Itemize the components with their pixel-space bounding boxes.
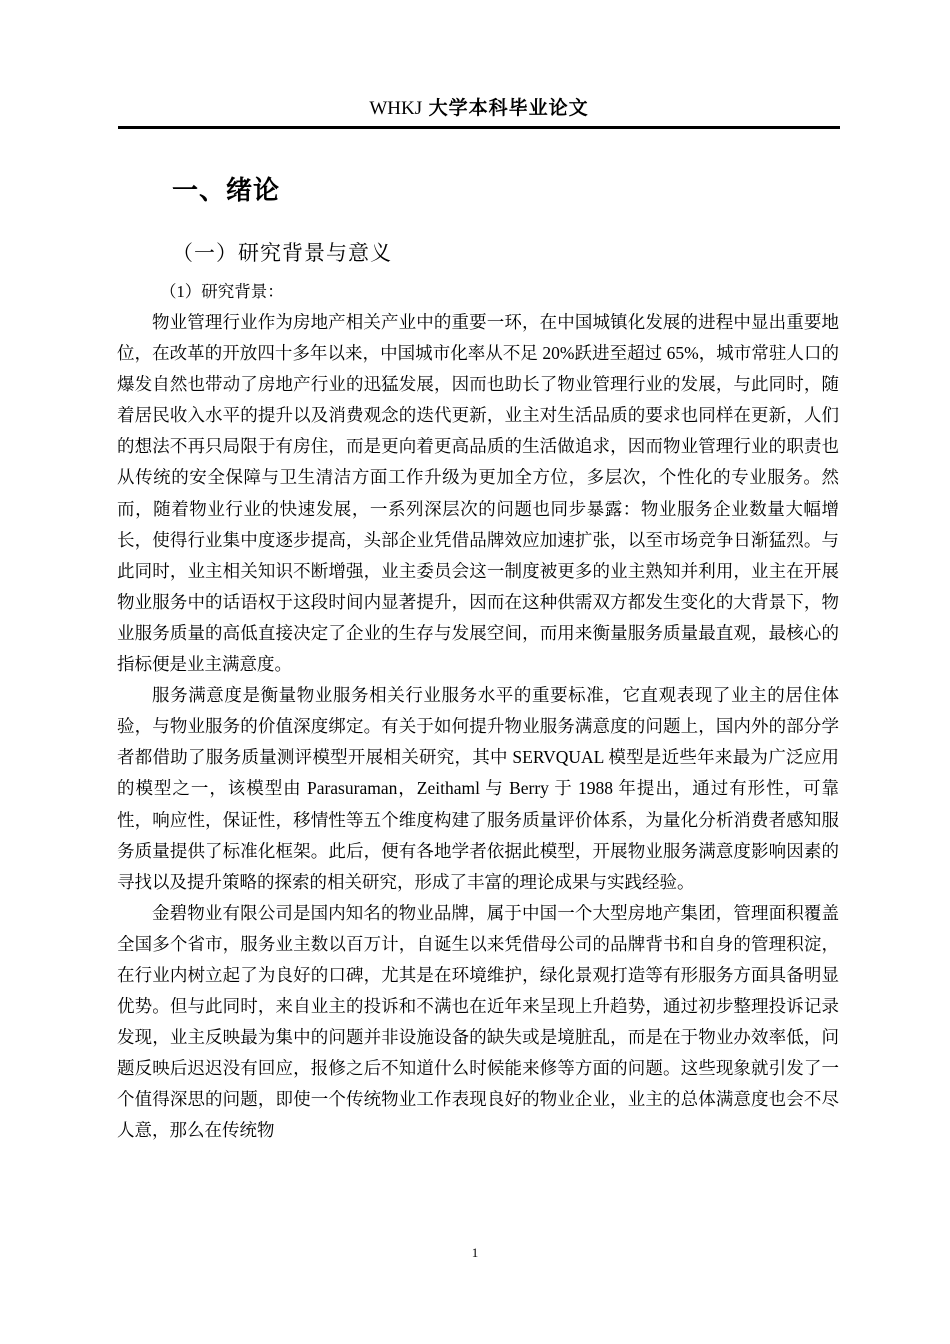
header-school-code: WHKJ [369,98,423,119]
subsection-title: （1）研究背景： [160,282,284,301]
paragraph: 金碧物业有限公司是国内知名的物业品牌，属于中国一个大型房地产集团，管理面积覆盖全国多个省市，服务业主数以百万计，自诞生以来凭借母公司的品牌背书和自身的管理积淀，在行业内树立起了为良好的口碑，尤其是在环境维护，绿化景观打造等有形服务方面具备明显优势。但与此同时，来自业主的投诉和不满也在近年来呈现上升趋势，通过初步整理投诉记录发现，业主反映最为集中的问题并非设施设备的缺失或是境脏乱，而是在于物业办效率低，问题反映后迟迟没有回应，报修之后不知道什么时候能来修等方面的问题。这些现象就引发了一个值得深思的问题，即使一个传统物业工作表现良好的物业企业，业主的总体满意度也会不尽人意，那么在传统物 [117,902,839,1141]
section-title: （一）研究背景与意义 [172,241,392,265]
page-number: 1 [471,1245,479,1260]
chapter-title: 一、绪论 [172,176,281,206]
body-text [117,307,839,1147]
paragraph: 服务满意度是衡量物业服务相关行业服务水平的重要标准，它直观表现了业主的居住体验，与物业服务的价值深度绑定。有关于如何提升物业服务满意度的问题上，国内外的部分学者都借助了服务质量测评模型开展相关研究，其中 SERVQUAL 模型是近些年来最为广泛应用的模型之一，该模型由 Parasuraman，Zeithaml 与 Berry 于 1988 年提出，通过有形性，可靠性，响应性，保证性，移情性等五个维度构建了服务质量评价体系，为量化分析消费者感知服务质量提供了标准化框架。此后，便有各地学者依据此模型，开展物业服务满意度影响因素的寻找以及提升策略的探索的相关研究，形成了丰富的理论成果与实践经验。 [117,685,839,892]
header-title: 大学本科毕业论文 [428,97,589,119]
header-rule [118,126,840,129]
paragraph: 物业管理行业作为房地产相关产业中的重要一环，在中国城镇化发展的进程中显出重要地位，在改革的开放四十多年以来，中国城市化率从不足 20%跃进至超过 65%，城市常驻人口的爆发自然也带动了房地产行业的迅猛发展，因而也助长了物业管理行业的发展，与此同时，随着居民收入水平的提升以及消费观念的迭代更新，业主对生活品质的要求也同样在更新，人们的想法不再只局限于有房住，而是更向着更高品质的生活做追求，因而物业管理行业的职责也从传统的安全保障与卫生清洁方面工作升级为更加全方位，多层次，个性化的专业服务。然而，随着物业行业的快速发展，一系列深层次的问题也同步暴露：物业服务企业数量大幅增长，使得行业集中度逐步提高，头部企业凭借品牌效应加速扩张，以至市场竞争日渐猛烈。与此同时，业主相关知识不断增强，业主委员会这一制度被更多的业主熟知并利用，业主在开展物业服务中的话语权于这段时间内显著提升，因而在这种供需双方都发生变化的大背景下，物业服务质量的高低直接决定了企业的生存与发展空间，而用来衡量服务质量最直观，最核心的指标便是业主满意度。 [117,312,839,675]
page-header [118,92,840,124]
